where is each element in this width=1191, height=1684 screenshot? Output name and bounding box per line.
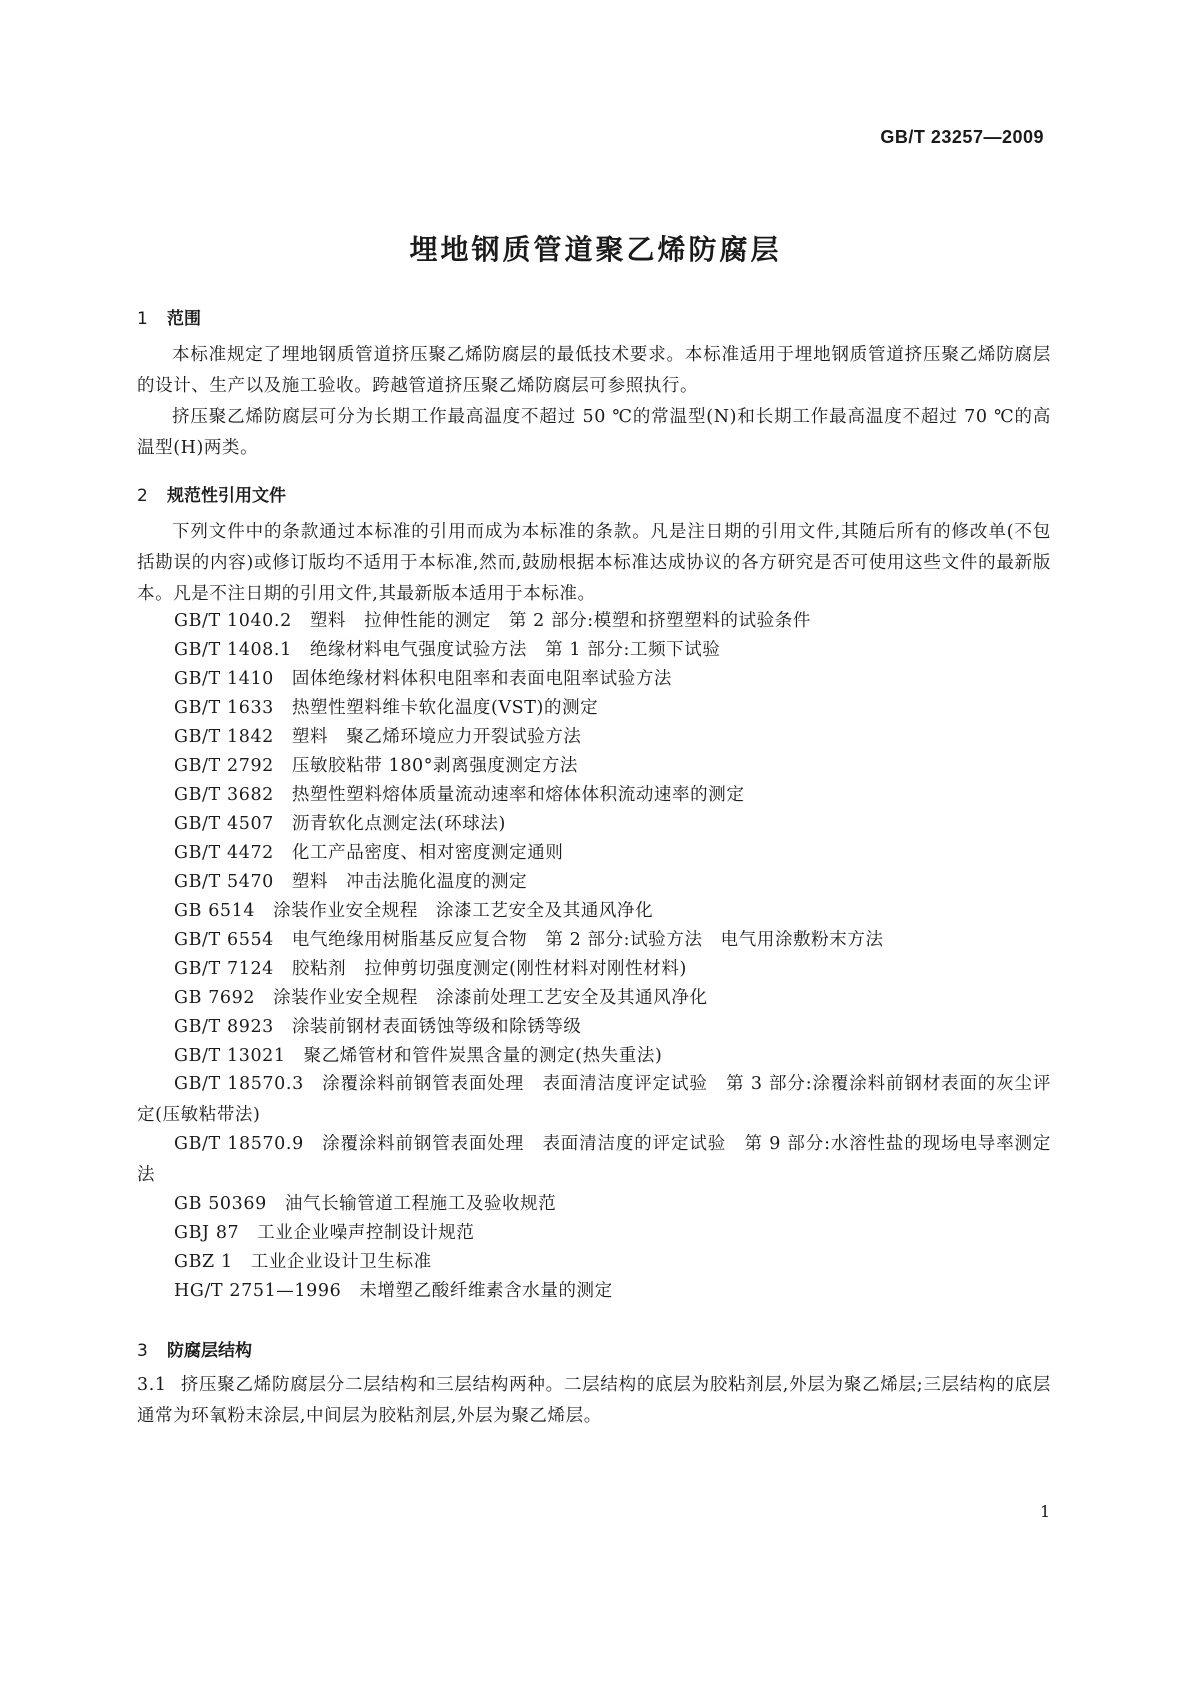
reference-item: [174, 1041, 662, 1072]
reference-code: GB 6514: [174, 901, 256, 921]
reference-code: GB/T 5470: [174, 872, 274, 892]
reference-code: GB/T 1842: [174, 727, 274, 747]
reference-code: GBZ 1: [174, 1252, 233, 1272]
reference-code: GB/T 1633: [174, 698, 274, 718]
section-number: 3: [137, 1341, 148, 1361]
reference-code: GB 50369: [174, 1194, 267, 1214]
reference-title: 化工产品密度、相对密度测定通则: [291, 843, 564, 863]
reference-item: [174, 1218, 475, 1249]
reference-title: 热塑性塑料维卡软化温度(VST)的测定: [291, 698, 599, 718]
reference-code: GB/T 8923: [174, 1017, 274, 1037]
clause-number: 3.1: [137, 1375, 167, 1395]
reference-title: 涂覆涂料前钢管表面处理 表面清洁度评定试验 第 3 部分:涂覆涂料前钢材表面的灰尘评定(压敏粘带法): [137, 1074, 1051, 1125]
reference-item: [174, 664, 672, 695]
reference-code: GB/T 18570.9: [174, 1134, 304, 1154]
reference-title: 沥青软化点测定法(环球法): [291, 814, 506, 834]
reference-item: [174, 925, 884, 956]
reference-item: [174, 780, 744, 811]
reference-title: 电气绝缘用树脂基反应复合物 第 2 部分:试验方法 电气用涂敷粉末方法: [291, 930, 884, 950]
reference-title: 聚乙烯管材和管件炭黑含量的测定(热失重法): [303, 1046, 663, 1066]
reference-item: [174, 635, 720, 666]
reference-code: GBJ 87: [174, 1223, 240, 1243]
reference-item: [174, 1012, 582, 1043]
section-1-heading: [137, 304, 201, 329]
paragraph: 下列文件中的条款通过本标准的引用而成为本标准的条款。凡是注日期的引用文件,其随后所有的修改单(不包括勘误的内容)或修订版均不适用于本标准,然而,鼓励根据本标准达成协议的各方研究是否可使用这些文件的最新版本。凡是不注日期的引用文件,其最新版本适用于本标准。: [137, 522, 1051, 604]
reference-title: 固体绝缘材料体积电阻率和表面电阻率试验方法: [291, 669, 673, 689]
reference-title: 涂覆涂料前钢管表面处理 表面清洁度的评定试验 第 9 部分:水溶性盐的现场电导率测定法: [137, 1134, 1051, 1185]
reference-code: GB/T 4472: [174, 843, 274, 863]
section-number: 2: [137, 486, 148, 506]
paragraph: 本标准规定了埋地钢质管道挤压聚乙烯防腐层的最低技术要求。本标准适用于埋地钢质管道挤压聚乙烯防腐层的设计、生产以及施工验收。跨越管道挤压聚乙烯防腐层可参照执行。: [137, 345, 1051, 396]
reference-code: GB/T 6554: [174, 930, 274, 950]
section-title: 范围: [167, 309, 201, 329]
reference-title: 塑料 聚乙烯环境应力开裂试验方法: [291, 727, 582, 747]
section-title: 规范性引用文件: [167, 486, 286, 506]
reference-code: GB/T 2792: [174, 756, 274, 776]
reference-item: [174, 751, 578, 782]
page-number: 1: [1040, 1502, 1051, 1521]
reference-title: 涂装作业安全规程 涂漆工艺安全及其通风净化: [273, 901, 654, 921]
section-2-heading: [137, 481, 286, 506]
reference-title: 涂装作业安全规程 涂漆前处理工艺安全及其通风净化: [273, 988, 708, 1008]
reference-item: [174, 867, 527, 898]
reference-code: GB 7692: [174, 988, 256, 1008]
reference-item: [174, 1189, 556, 1220]
reference-item: [174, 809, 506, 840]
reference-title: 工业企业设计卫生标准: [250, 1252, 432, 1272]
standard-code: GB/T 23257—2009: [880, 127, 1044, 147]
reference-title: 塑料 拉伸性能的测定 第 2 部分:模塑和挤塑塑料的试验条件: [309, 611, 811, 631]
reference-code: GB/T 13021: [174, 1046, 286, 1066]
reference-item: [174, 606, 811, 637]
reference-code: GB/T 3682: [174, 785, 274, 805]
clause-paragraph: [137, 1370, 1051, 1432]
reference-title: 绝缘材料电气强度试验方法 第 1 部分:工频下试验: [309, 640, 721, 660]
reference-code: GB/T 1408.1: [174, 640, 292, 660]
reference-item: [174, 1276, 613, 1307]
clause-text: 挤压聚乙烯防腐层分二层结构和三层结构两种。二层结构的底层为胶粘剂层,外层为聚乙烯层;三层结构的底层通常为环氧粉末涂层,中间层为胶粘剂层,外层为聚乙烯层。: [137, 1375, 1051, 1426]
reference-item: [174, 722, 582, 753]
reference-item: [174, 693, 598, 724]
reference-title: 胶粘剂 拉伸剪切强度测定(刚性材料对刚性材料): [291, 959, 687, 979]
reference-item: [137, 1129, 1051, 1191]
reference-code: GB/T 1410: [174, 669, 274, 689]
reference-code: GB/T 7124: [174, 959, 274, 979]
document-title: 埋地钢质管道聚乙烯防腐层: [409, 233, 782, 266]
section-3-heading: [137, 1336, 252, 1361]
reference-title: 涂装前钢材表面锈蚀等级和除锈等级: [291, 1017, 582, 1037]
reference-item: [174, 1247, 432, 1278]
reference-item: [174, 983, 708, 1014]
reference-code: GB/T 1040.2: [174, 611, 292, 631]
reference-title: 工业企业噪声控制设计规范: [257, 1223, 475, 1243]
reference-item: [137, 1069, 1051, 1131]
reference-item: [174, 896, 653, 927]
reference-code: GB/T 4507: [174, 814, 274, 834]
reference-item: [174, 954, 687, 985]
reference-title: 塑料 冲击法脆化温度的测定: [291, 872, 528, 892]
section-title: 防腐层结构: [167, 1341, 252, 1361]
section-number: 1: [137, 309, 148, 329]
reference-title: 压敏胶粘带 180°剥离强度测定方法: [291, 756, 578, 776]
reference-code: GB/T 18570.3: [174, 1074, 304, 1094]
reference-title: 未增塑乙酸纤维素含水量的测定: [359, 1281, 613, 1301]
reference-title: 油气长输管道工程施工及验收规范: [284, 1194, 557, 1214]
reference-title: 热塑性塑料熔体质量流动速率和熔体体积流动速率的测定: [291, 785, 745, 805]
reference-item: [174, 838, 563, 869]
reference-code: HG/T 2751—1996: [174, 1281, 342, 1301]
paragraph: 挤压聚乙烯防腐层可分为长期工作最高温度不超过 50 ℃的常温型(N)和长期工作最高温度不超过 70 ℃的高温型(H)两类。: [137, 407, 1051, 458]
